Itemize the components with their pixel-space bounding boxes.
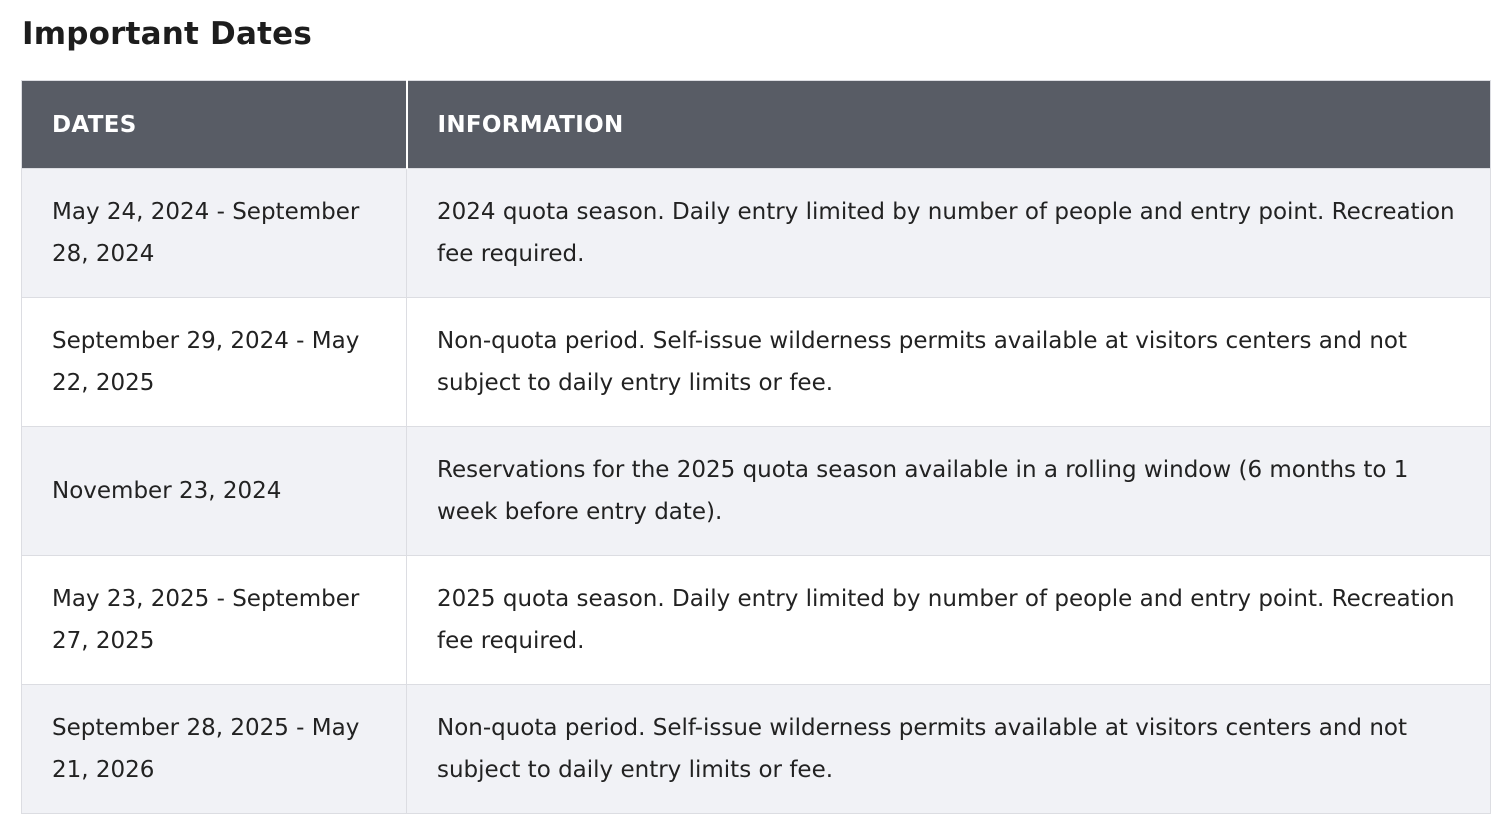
- table-row: [22, 427, 1491, 556]
- table-row: [22, 169, 1491, 298]
- table-row: [22, 556, 1491, 685]
- table-row: [22, 685, 1491, 814]
- date-range-cell: September 29, 2024 - May 22, 2025: [22, 298, 407, 427]
- important-dates-table: [21, 80, 1491, 814]
- information-cell: Reservations for the 2025 quota season available in a rolling window (6 months to 1 week before entry date).: [407, 427, 1491, 556]
- information-cell: Non-quota period. Self-issue wilderness permits available at visitors centers and not subject to daily entry limits or fee.: [407, 685, 1491, 814]
- date-range-cell: September 28, 2025 - May 21, 2026: [22, 685, 407, 814]
- table-body: [22, 169, 1491, 814]
- date-range-cell: November 23, 2024: [22, 427, 407, 556]
- column-header-dates: DATES: [22, 81, 407, 169]
- information-cell: 2024 quota season. Daily entry limited by number of people and entry point. Recreation fee required.: [407, 169, 1491, 298]
- information-cell: Non-quota period. Self-issue wilderness permits available at visitors centers and not subject to daily entry limits or fee.: [407, 298, 1491, 427]
- date-range-cell: May 24, 2024 - September 28, 2024: [22, 169, 407, 298]
- table-header: [22, 81, 1491, 169]
- section-title: Important Dates: [22, 16, 312, 52]
- information-cell: 2025 quota season. Daily entry limited by number of people and entry point. Recreation fee required.: [407, 556, 1491, 685]
- table-row: [22, 298, 1491, 427]
- date-range-cell: May 23, 2025 - September 27, 2025: [22, 556, 407, 685]
- column-header-information: INFORMATION: [407, 81, 1491, 169]
- table-header-row: [22, 81, 1491, 169]
